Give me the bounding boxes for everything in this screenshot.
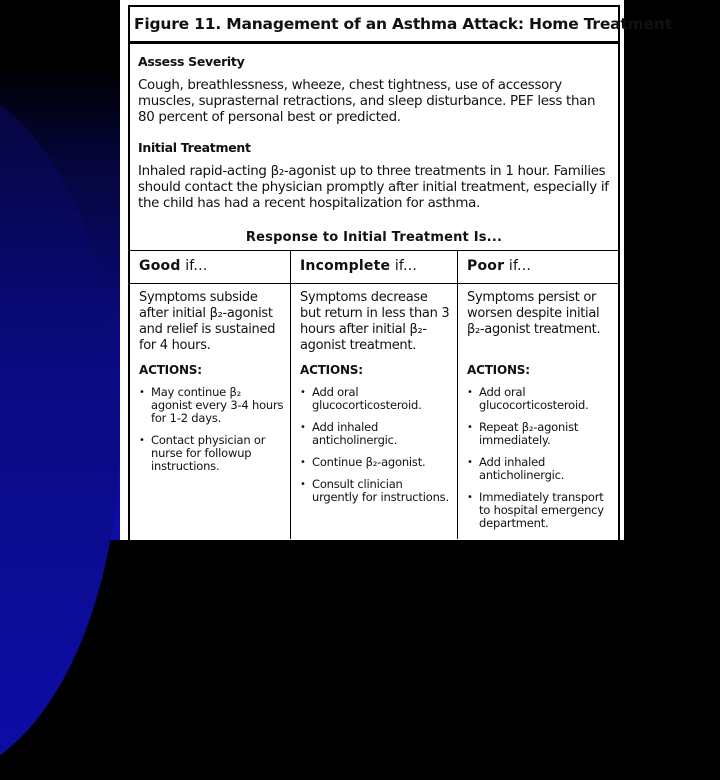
bullet-icon: • — [300, 457, 306, 468]
assess-section — [130, 54, 618, 126]
action-text: Contact physician or nurse for followup instructions. — [151, 433, 266, 473]
actions-title: ACTIONS: — [467, 363, 530, 377]
column-incomplete-label-rest: if... — [390, 258, 417, 274]
column-good-description: Symptoms subside after initial β₂-agonist and relief is sustained for 4 hours. — [139, 290, 276, 353]
action-text: Consult clinician urgently for instructions. — [312, 477, 449, 504]
column-good — [130, 251, 290, 539]
action-text: Add oral glucocorticosteroid. — [479, 385, 589, 412]
action-item — [300, 421, 451, 447]
initial-heading: Initial Treatment — [138, 140, 251, 155]
column-good-actions — [130, 358, 290, 473]
action-item — [467, 456, 612, 482]
action-text: Add inhaled anticholinergic. — [312, 420, 398, 447]
column-incomplete-label: Incomplete — [300, 258, 391, 274]
action-text: Continue β₂-agonist. — [312, 455, 426, 469]
column-good-label-rest: if... — [180, 258, 208, 274]
assess-heading: Assess Severity — [138, 54, 245, 69]
action-item — [139, 434, 284, 473]
action-text: May continue β₂ agonist every 3-4 hours for 1-2 days. — [151, 385, 284, 425]
action-item — [467, 386, 612, 412]
action-item — [139, 386, 284, 425]
column-good-header — [130, 251, 290, 284]
figure-panel — [120, 0, 672, 540]
action-text: Add inhaled anticholinergic. — [479, 455, 565, 482]
response-heading: Response to Initial Treatment Is... — [245, 230, 503, 245]
initial-section — [130, 140, 618, 212]
action-text: Repeat β₂-agonist immediately. — [479, 420, 579, 447]
slide-background-curve — [0, 80, 120, 780]
bullet-icon: • — [300, 479, 306, 490]
column-poor-header — [458, 251, 618, 284]
column-poor-label: Poor — [467, 258, 505, 274]
action-text: Immediately transport to hospital emergency department. — [479, 490, 604, 530]
column-poor-label-rest: if... — [504, 258, 532, 274]
column-incomplete-description: Symptoms decrease but return in less than 3 hours after initial β₂-agonist treatment. — [300, 290, 450, 353]
action-item — [300, 456, 451, 469]
actions-title: ACTIONS: — [139, 363, 202, 377]
action-item — [467, 421, 612, 447]
response-columns — [130, 250, 618, 539]
bullet-icon: • — [139, 387, 145, 398]
action-item — [467, 491, 612, 530]
bullet-icon: • — [467, 457, 473, 468]
column-incomplete-actions — [291, 358, 457, 504]
figure-frame — [128, 5, 672, 605]
slide-background — [0, 0, 120, 540]
assess-body: Cough, breathlessness, wheeze, chest tightness, use of accessory muscles, suprasternal retractions, and sleep disturbance. PEF less than 80 percent of personal best or predicted. — [138, 78, 596, 125]
bullet-icon: • — [467, 422, 473, 433]
actions-title: ACTIONS: — [300, 363, 363, 377]
column-poor — [457, 251, 618, 539]
initial-body: Inhaled rapid-acting β₂-agonist up to three treatments in 1 hour. Families should contact the physician promptly after initial treatment, especially if the child has had a recent hospitalization for asthma. — [138, 164, 609, 211]
column-incomplete — [290, 251, 457, 539]
bullet-icon: • — [300, 422, 306, 433]
column-incomplete-header — [291, 251, 457, 284]
action-item — [300, 386, 451, 412]
bullet-icon: • — [300, 387, 306, 398]
bullet-icon: • — [467, 387, 473, 398]
bullet-icon: • — [467, 492, 473, 503]
action-text: Add oral glucocorticosteroid. — [312, 385, 422, 412]
column-good-label: Good — [139, 258, 181, 274]
column-poor-description: Symptoms persist or worsen despite initial β₂-agonist treatment. — [467, 290, 601, 337]
figure-title: Figure 11. Management of an Asthma Attack: Home Treatment — [130, 7, 618, 44]
column-poor-actions — [458, 358, 618, 530]
action-item — [300, 478, 451, 504]
bullet-icon: • — [139, 435, 145, 446]
